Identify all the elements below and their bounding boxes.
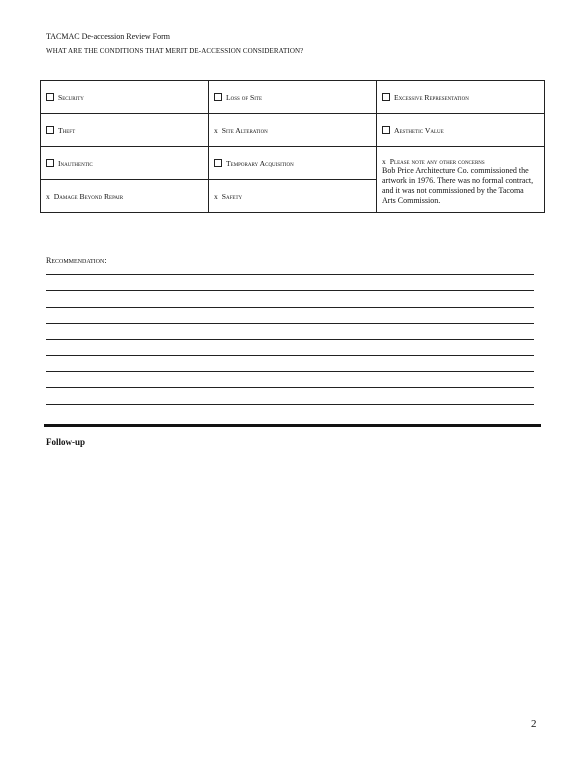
form-title: TACMAC De-accession Review Form: [46, 32, 171, 41]
page-number: 2: [531, 718, 537, 730]
cell-theft[interactable]: [41, 114, 209, 147]
cell-loss-of-site[interactable]: [209, 81, 377, 114]
recommendation-line[interactable]: [46, 307, 534, 308]
cell-excessive-representation[interactable]: [377, 81, 545, 114]
recommendation-label: Recommendation:: [46, 256, 107, 265]
label-theft: Theft: [58, 125, 76, 135]
checkbox-unchecked[interactable]: [214, 93, 222, 101]
section-divider: [44, 424, 541, 427]
label-safety: Safety: [221, 191, 243, 201]
check-mark[interactable]: x: [46, 191, 50, 201]
label-excessive-representation: Excessive Representation: [394, 92, 469, 102]
check-mark[interactable]: x: [214, 125, 218, 135]
followup-heading: Follow-up: [46, 437, 86, 447]
cell-inauthentic[interactable]: [41, 147, 209, 180]
cell-temporary-acquisition[interactable]: [209, 147, 377, 180]
notes-text[interactable]: Bob Price Architecture Co. commissioned the artwork in 1976. There was no formal contract, and it was not commissioned by the Tacoma Arts Commission.: [382, 166, 534, 206]
check-mark[interactable]: x: [382, 157, 386, 166]
label-loss-of-site: Loss of Site: [226, 92, 262, 102]
recommendation-line[interactable]: [46, 355, 534, 356]
checkbox-unchecked[interactable]: [382, 126, 390, 134]
cell-safety[interactable]: [209, 180, 377, 213]
label-security: Security: [58, 92, 84, 102]
label-site-alteration: Site Alteration: [221, 125, 268, 135]
checkbox-unchecked[interactable]: [46, 126, 54, 134]
cell-damage-beyond-repair[interactable]: [41, 180, 209, 213]
question-heading: WHAT ARE THE CONDITIONS THAT MERIT DE-ACCESSION CONSIDERATION?: [46, 47, 304, 55]
checkbox-unchecked[interactable]: [214, 159, 222, 167]
recommendation-line[interactable]: [46, 387, 534, 388]
cell-other-concerns[interactable]: [377, 147, 545, 213]
cell-security[interactable]: [41, 81, 209, 114]
recommendation-line[interactable]: [46, 371, 534, 372]
table-row: [41, 114, 545, 147]
checkbox-unchecked[interactable]: [46, 93, 54, 101]
cell-site-alteration[interactable]: [209, 114, 377, 147]
checkbox-unchecked[interactable]: [46, 159, 54, 167]
label-other-concerns: Please note any other concerns: [389, 157, 485, 166]
recommendation-line[interactable]: [46, 290, 534, 291]
recommendation-line[interactable]: [46, 274, 534, 275]
checkbox-unchecked[interactable]: [382, 93, 390, 101]
label-damage-beyond-repair: Damage Beyond Repair: [53, 191, 124, 201]
conditions-table: [40, 80, 545, 213]
label-inauthentic: Inauthentic: [58, 158, 93, 168]
cell-aesthetic-value[interactable]: [377, 114, 545, 147]
label-aesthetic-value: Aesthetic Value: [394, 125, 444, 135]
table-row: [41, 81, 545, 114]
recommendation-line[interactable]: [46, 323, 534, 324]
label-temporary-acquisition: Temporary Acquisition: [226, 158, 294, 168]
recommendation-line[interactable]: [46, 404, 534, 405]
check-mark[interactable]: x: [214, 191, 218, 201]
recommendation-line[interactable]: [46, 339, 534, 340]
table-row: [41, 147, 545, 180]
